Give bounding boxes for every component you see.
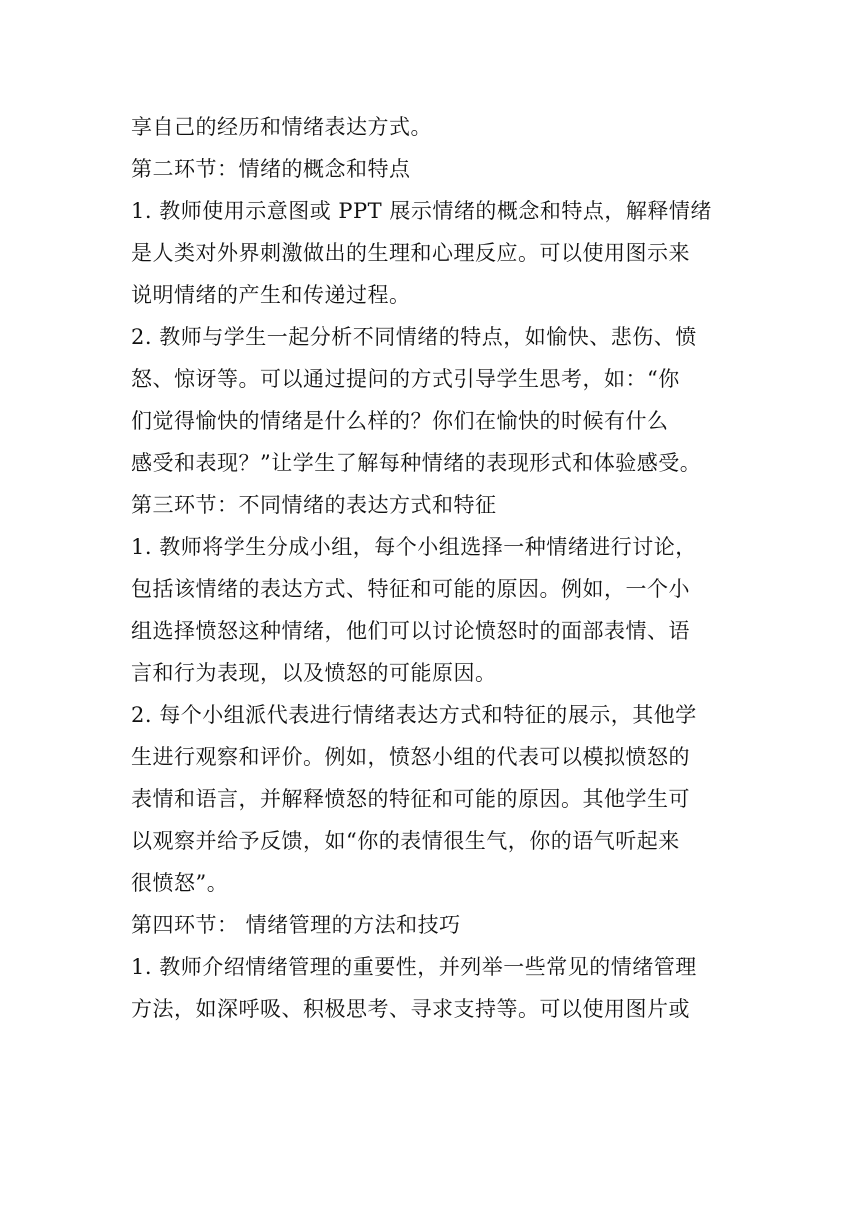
text-line: 生进行观察和评价。例如，愤怒小组的代表可以模拟愤怒的	[131, 745, 690, 769]
section-heading-4: 第四环节： 情绪管理的方法和技巧	[131, 913, 461, 937]
text-line: 是人类对外界刺激做出的生理和心理反应。可以使用图示来	[131, 241, 690, 265]
text-line: 1. 教师将学生分成小组，每个小组选择一种情绪进行讨论，	[131, 535, 697, 559]
text-line: 以观察并给予反馈，如“你的表情很生气，你的语气听起来	[131, 829, 680, 853]
text-line: 2. 每个小组派代表进行情绪表达方式和特征的展示，其他学	[131, 703, 697, 727]
text-line: 说明情绪的产生和传递过程。	[131, 283, 411, 307]
text-line: 方法，如深呼吸、积极思考、寻求支持等。可以使用图片或	[131, 997, 690, 1021]
text-line: 2. 教师与学生一起分析不同情绪的特点，如愉快、悲伤、愤	[131, 325, 697, 349]
text-line: 很愤怒”。	[131, 871, 229, 895]
text-line: 言和行为表现，以及愤怒的可能原因。	[131, 661, 497, 685]
text-line: 怒、惊讶等。可以通过提问的方式引导学生思考，如：“你	[131, 367, 680, 391]
text-line: 1. 教师使用示意图或 PPT 展示情绪的概念和特点，解释情绪	[131, 199, 712, 223]
document-body	[131, 106, 751, 1030]
text-line: 感受和表现？”让学生了解每种情绪的表现形式和体验感受。	[131, 451, 702, 475]
section-heading-3: 第三环节：不同情绪的表达方式和特征	[131, 493, 497, 517]
text-line: 表情和语言，并解释愤怒的特征和可能的原因。其他学生可	[131, 787, 690, 811]
text-line: 组选择愤怒这种情绪，他们可以讨论愤怒时的面部表情、语	[131, 619, 690, 643]
text-line: 包括该情绪的表达方式、特征和可能的原因。例如，一个小	[131, 577, 690, 601]
text-line: 们觉得愉快的情绪是什么样的？你们在愉快的时候有什么	[131, 409, 669, 433]
text-line: 享自己的经历和情绪表达方式。	[131, 115, 432, 139]
text-line: 1. 教师介绍情绪管理的重要性，并列举一些常见的情绪管理	[131, 955, 697, 979]
section-heading-2: 第二环节：情绪的概念和特点	[131, 157, 411, 181]
